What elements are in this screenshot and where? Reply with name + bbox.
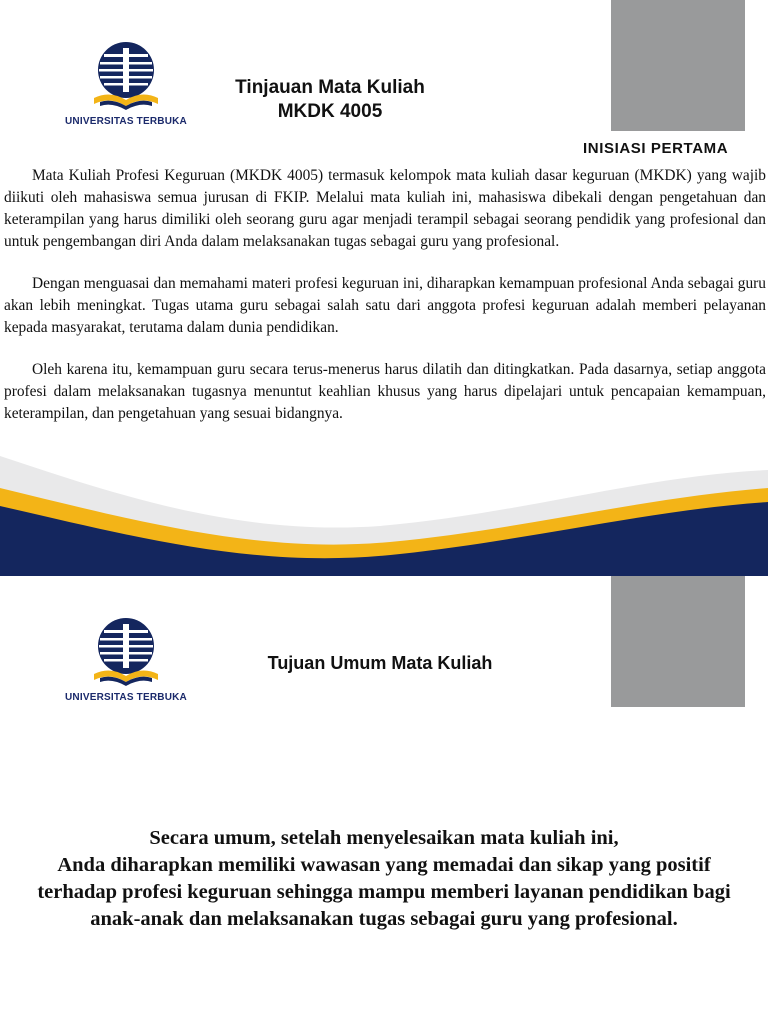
title-line-1: Tinjauan Mata Kuliah	[235, 77, 425, 98]
goal-line-1: Secara umum, setelah menyelesaikan mata kuliah ini,	[149, 827, 619, 849]
goal-line-3: terhadap profesi keguruan sehingga mampu memberi layanan pendidikan bagi	[37, 881, 731, 903]
subtitle: INISIASI PERTAMA	[583, 140, 729, 157]
gray-accent-block	[611, 0, 745, 131]
ut-logo	[56, 616, 196, 716]
goal-line-2: Anda diharapkan memiliki wawasan yang memadai dan sikap yang positif	[57, 854, 711, 876]
paragraph-1: Mata Kuliah Profesi Keguruan (MKDK 4005) termasuk kelompok mata kuliah dasar keguruan (MKDK) yang wajib diikuti oleh mahasiswa semua jurusan di FKIP. Melalui mata kuliah ini, mahasiswa dibekali dengan pengetahuan dan keterampilan yang harus dimiliki oleh seorang guru agar menjadi terampil sebagai seorang pendidik yang profesional dan untuk pengembangan diri Anda dalam melaksanakan tugas sebagai guru yang profesional.	[4, 167, 766, 250]
gray-accent-block	[611, 576, 745, 707]
ut-emblem-icon	[86, 616, 166, 692]
body-text	[4, 165, 766, 445]
slide-tujuan-umum	[0, 576, 768, 1024]
goal-line-4: anak-anak dan melaksanakan tugas sebagai guru yang profesional.	[90, 908, 678, 930]
ut-emblem-icon	[86, 40, 166, 116]
wave-decoration	[0, 436, 768, 576]
paragraph-3: Oleh karena itu, kemampuan guru secara terus-menerus harus dilatih dan ditingkatkan. Pada dasarnya, setiap anggota profesi dalam melaksanakan tugasnya menuntut keahlian khusus yang harus dipelajari untuk pencapaian kemampuan, keterampilan, dan pengetahuan yang sesuai bidangnya.	[4, 361, 766, 422]
logo-text: UNIVERSITAS TERBUKA	[65, 692, 187, 703]
title-line-2: MKDK 4005	[277, 101, 383, 122]
section-title: Tujuan Umum Mata Kuliah	[267, 653, 493, 673]
page-title	[180, 76, 480, 124]
paragraph-2: Dengan menguasai dan memahami materi profesi keguruan ini, diharapkan kemampuan profesional Anda sebagai guru akan lebih meningkat. Tugas utama guru sebagai salah satu dari anggota profesi keguruan adalah memberi pelayanan kepada masyarakat, terutama dalam dunia pendidikan.	[4, 275, 766, 336]
ut-logo	[56, 40, 196, 140]
goal-text	[0, 825, 768, 933]
logo-text: UNIVERSITAS TERBUKA	[65, 116, 187, 127]
